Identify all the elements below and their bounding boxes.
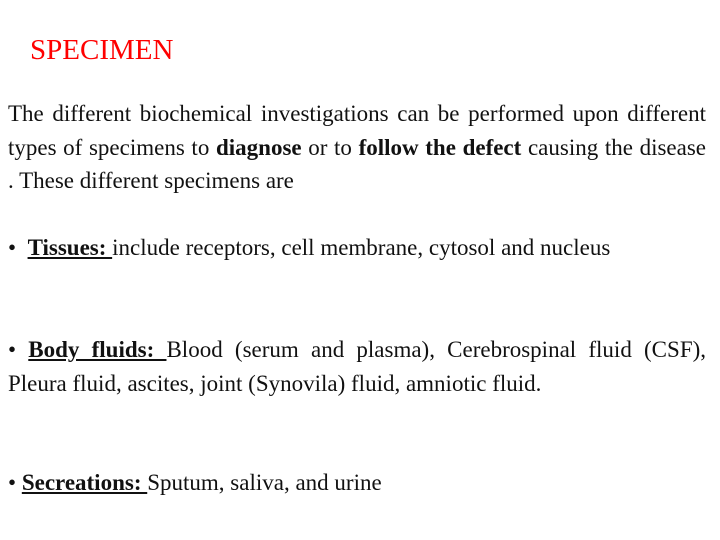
bullet-marker: •	[8, 235, 17, 260]
intro-text-3: causing the disease . These different specimens are	[8, 134, 707, 193]
slide-title: SPECIMEN	[30, 34, 174, 66]
bullet-marker: •	[8, 337, 17, 362]
bullet-label-body-fluids: Body fluids:	[28, 337, 167, 362]
intro-bold-diagnose: diagnose	[215, 134, 302, 160]
bullet-text-secreations: Sputum, saliva, and urine	[147, 470, 382, 495]
bullet-secreations	[8, 466, 706, 500]
bullet-label-secreations: Secreations:	[21, 470, 148, 495]
intro-bold-follow-the-defect: follow the defect	[358, 134, 522, 160]
bullet-marker: •	[8, 470, 17, 495]
intro-paragraph	[8, 97, 706, 198]
intro-text-1: The different biochemical investigations can be performed upon different types of specimens to	[8, 101, 706, 160]
bullet-tissues	[8, 231, 706, 265]
bullet-label-tissues: Tissues:	[27, 235, 113, 260]
intro-text-2: or to	[301, 134, 359, 160]
bullet-body-fluids	[8, 333, 706, 400]
bullet-text-body-fluids: Blood (serum and plasma), Cerebrospinal fluid (CSF), Pleura fluid, ascites, joint (Synovila) fluid, amniotic fluid.	[8, 337, 707, 396]
bullet-text-tissues: include receptors, cell membrane, cytosol and nucleus	[112, 235, 611, 260]
